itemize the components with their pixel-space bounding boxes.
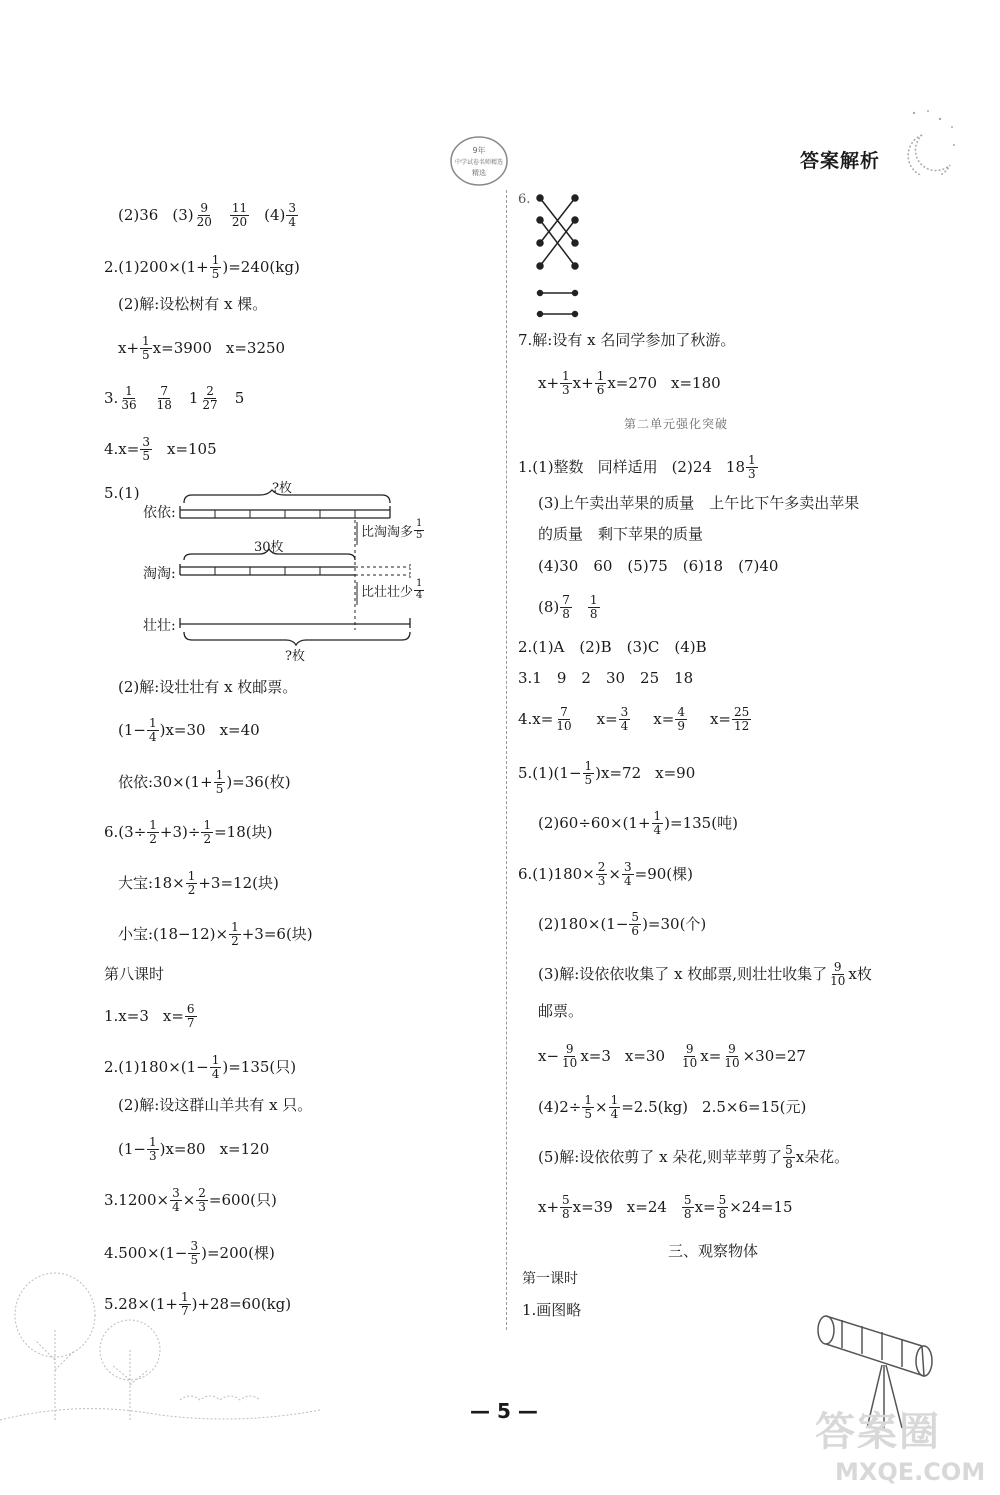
fraction [560,370,572,396]
denominator: 7 [186,1015,195,1030]
unit-title: 三、观察物体 [668,1242,759,1260]
denominator: 10 [682,1055,698,1070]
fraction [196,1187,208,1213]
numerator: 1 [584,1093,592,1107]
text: x+ [572,373,594,392]
fraction [210,1054,222,1080]
answer-line: 6. [518,192,531,207]
text: )x=30 [159,720,206,739]
text: x枚 [848,964,872,983]
denominator: 4 [416,589,423,601]
numerator: 3 [288,201,297,215]
numerator: 1 [148,716,157,730]
text: 1.(1)整数 [518,457,584,476]
fraction [717,1194,729,1220]
text: (3) [172,205,194,224]
denominator: 6 [596,382,605,397]
numerator: 1 [211,1053,220,1067]
note-less-than-zhuangzhuang [361,579,425,601]
numerator: 5 [562,1193,570,1207]
denominator: 36 [121,397,137,412]
fraction [680,1043,699,1069]
answer-line [104,1054,296,1080]
numerator: 5 [631,910,640,924]
denominator: 8 [683,1206,692,1221]
answer-line: 3.1 9 2 30 25 18 [518,669,694,687]
denominator: 2 [187,882,196,897]
fraction [170,1187,182,1213]
answer-line [538,1043,806,1069]
numerator: 1 [148,1135,157,1149]
denominator: 4 [623,873,632,888]
text: )=200(棵) [201,1243,275,1262]
text: x=3250 [225,338,286,357]
denominator: 5 [142,448,150,463]
text: 大宝:18× [118,873,185,892]
denominator: 10 [562,1055,578,1070]
text: 2.(1)180×(1− [104,1057,209,1076]
numerator: 1 [180,1290,189,1304]
numerator: 9 [565,1042,574,1056]
numerator: 1 [562,369,570,383]
numerator: 1 [584,759,593,773]
answer-line [118,870,279,896]
denominator: 3 [597,873,606,888]
text: )=240(kg) [222,257,300,276]
numerator: 1 [231,920,239,934]
lesson-heading: 第八课时 [104,965,165,983]
answer-line [118,1136,269,1162]
numerator: 1 [589,593,598,607]
numerator: 1 [215,768,224,782]
page-number: — 5 — [470,1399,538,1423]
answer-line [104,1187,277,1213]
text: =2.5(kg) [621,1097,689,1116]
denominator: 10 [556,718,572,733]
fraction [560,594,572,620]
diagram-svg [0,0,430,680]
answer-line: (2)解:设这群山羊共有 x 只。 [118,1096,313,1114]
answer-line: 5.(1) [104,484,140,502]
answer-line: (4)30 60 (5)75 (6)18 (7)40 [538,557,779,575]
answer-line: (2)解:设壮壮有 x 枚邮票。 [118,678,298,696]
numerator: 1 [596,369,605,383]
answer-line [104,819,272,845]
text: )=36(枚) [226,772,291,791]
text: 6.(1)180× [518,864,595,883]
denominator: 2 [149,831,157,846]
text: 5.(1)(1− [518,763,582,782]
answer-line: 的质量 剩下苹果的质量 [538,525,704,543]
fraction [629,911,641,937]
fraction [583,760,595,786]
answer-line [104,1240,275,1266]
denominator: 4 [288,214,297,229]
fraction [188,1240,200,1266]
text: (8) [538,597,560,616]
fraction [582,1094,594,1120]
text: )=135(只) [222,1057,297,1076]
text: (2)60÷60×(1+ [538,813,651,832]
denominator: 5 [142,347,150,362]
answer-line: 7.解:设有 x 名同学参加了秋游。 [518,331,736,349]
text: =18(块) [214,822,273,841]
denominator: 2 [203,831,212,846]
text: x=30 [624,1046,666,1065]
answer-line [518,861,693,887]
answer-line [538,1094,806,1120]
answer-line: (3)上午卖出苹果的质量 上午比下午多卖出苹果 [538,494,860,512]
fraction [185,1003,197,1029]
label-taotao: 淘淘: [143,566,176,582]
denominator: 3 [198,1199,206,1214]
numerator: 4 [677,705,685,719]
denominator: 2 [231,933,239,948]
text: 小宝:(18−12)× [118,924,229,943]
text: 依依:30×(1+ [118,772,213,791]
denominator: 4 [148,729,157,744]
text: (4) [264,205,286,224]
text: x= [162,1006,184,1025]
numerator: 9 [728,1042,736,1056]
text: 4.x= [518,709,554,728]
denominator: 8 [589,606,598,621]
text: × [595,1097,608,1116]
text: +3=12(块) [198,873,279,892]
text: +3)÷ [159,822,201,841]
answer-line [538,961,872,987]
numerator: 3 [623,860,632,874]
fraction [147,1136,159,1162]
text: =600(只) [208,1190,277,1209]
label-bottom-question: ?枚 [285,649,305,664]
text: (1− [118,1139,146,1158]
text: ×24=15 [729,1197,793,1216]
denominator: 5 [211,266,220,281]
numerator: 3 [172,1186,180,1200]
denominator: 4 [653,822,662,837]
answer-line [538,1144,849,1170]
fraction [746,454,758,480]
text: )x=72 [595,763,642,782]
label-zhuangzhuang: 壮壮: [143,618,176,634]
denominator: 3 [148,1148,157,1163]
denominator: 8 [785,1156,793,1171]
numerator: 6 [186,1002,195,1016]
answer-line [104,1003,198,1029]
text: x= [694,1197,716,1216]
fraction [622,861,634,887]
text: x= [596,709,618,728]
numerator: 1 [653,809,662,823]
header-title: 答案解析 [800,150,881,172]
column-divider [506,190,507,1330]
numerator: 5 [785,1143,793,1157]
text: x=120 [219,1139,270,1158]
section-heading: 第二单元强化突破 [624,417,729,431]
denominator: 18 [156,397,172,412]
denominator: 5 [215,781,224,796]
denominator: 4 [610,1106,619,1121]
text: 2.5×6=15(元) [702,1097,807,1116]
text: )=30(个) [642,914,707,933]
fraction [147,717,159,743]
text: )x=80 [159,1139,206,1158]
numerator: 3 [190,1239,199,1253]
fraction [554,706,573,732]
tree-illustration [0,1270,320,1434]
text: (2)36 [118,205,159,224]
answer-line: (2)解:设松树有 x 棵。 [118,295,268,313]
text: )=135(吨) [664,813,738,832]
fraction [609,1094,621,1120]
school-stamp [448,133,510,189]
label-30: 30枚 [254,540,284,555]
numerator: 2 [198,1186,206,1200]
answer-line [118,921,313,947]
numerator: 1 [149,818,157,832]
numerator: 7 [560,705,568,719]
answer-line [538,810,738,836]
text: (2)24 [671,457,712,476]
text: ×30=27 [742,1046,806,1065]
text: x= [653,709,675,728]
fraction [652,810,664,836]
fraction [414,519,424,541]
text: x=270 [607,373,658,392]
text: x=39 [572,1197,613,1216]
denominator: 20 [231,214,248,229]
numerator: 9 [833,960,842,974]
numerator: 1 [211,253,220,267]
fraction [560,1194,572,1220]
text: x=3900 [152,338,212,357]
fraction [186,870,198,896]
answer-line [518,706,752,732]
text: x=3 [580,1046,611,1065]
text: x+ [538,373,560,392]
numerator: 1 [203,818,212,832]
text: × [608,864,621,883]
stamp-line-3: 精选 [472,169,486,177]
denominator: 5 [416,529,423,541]
numerator: 1 [416,518,423,529]
denominator: 4 [211,1066,220,1081]
text: 2.(1)200×(1+ [104,257,209,276]
text: 5 [234,388,245,407]
text: 3. [104,388,119,407]
denominator: 4 [620,718,629,733]
stamp-line-2: 中学试卷名师精选 [454,159,504,166]
answer-line [538,911,706,937]
numerator: 5 [718,1193,727,1207]
answer-line [518,760,695,786]
fraction [722,1043,741,1069]
numerator: 1 [142,334,150,348]
lesson-heading: 第一课时 [522,1271,578,1287]
text: 比壮壮少 [361,584,414,600]
fraction [229,921,241,947]
text: x=180 [671,373,721,392]
numerator: 1 [748,453,756,467]
numerator: 9 [685,1042,694,1056]
text: x= [709,709,731,728]
fraction [675,706,687,732]
watermark-url: MXQE.COM [835,1458,986,1486]
answer-line [118,717,260,743]
answer-line [118,769,291,795]
denominator: 10 [830,973,846,988]
numerator: 5 [683,1193,692,1207]
fraction [596,861,608,887]
text: (4)2÷ [538,1097,582,1116]
numerator: 9 [200,201,209,215]
text: x=90 [655,763,696,782]
numerator: 7 [160,384,169,398]
denominator: 27 [202,397,218,412]
numerator: 7 [562,593,570,607]
fraction [214,769,226,795]
numerator: 2 [206,384,214,398]
answer-line: 邮票。 [538,1002,584,1020]
fraction [732,706,751,732]
answer-line [538,370,721,396]
denominator: 4 [172,1199,180,1214]
denominator: 10 [724,1055,740,1070]
denominator: 5 [584,772,593,787]
numerator: 1 [416,578,423,589]
numerator: 3 [142,435,150,449]
fraction [560,1043,579,1069]
denominator: 20 [196,214,212,229]
fraction [147,819,159,845]
denominator: 9 [677,718,685,733]
stamp-line-1: 9年 [472,146,486,155]
fraction [588,594,600,620]
label-yiyi: 依依: [143,505,176,521]
answer-line [518,454,759,480]
text: 比淘淘多 [361,524,414,540]
fraction [619,706,631,732]
text: x=105 [166,439,217,458]
denominator: 7 [180,1303,189,1318]
text: x+ [118,338,140,357]
numerator: 1 [125,384,133,398]
text: (5)解:设依依剪了 x 朵花,则苹苹剪了 [538,1147,783,1166]
fraction [414,579,424,601]
text: 6.(3÷ [104,822,147,841]
denominator: 8 [718,1206,727,1221]
answer-line [538,1194,793,1220]
denominator: 8 [562,606,570,621]
text: +3=6(块) [241,924,313,943]
text: (3)解:设依依收集了 x 枚邮票,则壮壮收集了 [538,964,828,983]
text: (2)180×(1− [538,914,629,933]
fraction [595,370,607,396]
text: )+28=60(kg) [191,1294,292,1313]
text: x+ [538,1197,560,1216]
denominator: 3 [748,466,756,481]
fraction [783,1144,795,1170]
denominator: 6 [631,923,640,938]
text: 1.x=3 [104,1006,149,1025]
label-top-question: ?枚 [272,481,292,496]
text: 4.500×(1− [104,1243,188,1262]
numerator: 3 [620,705,629,719]
denominator: 5 [584,1106,592,1121]
matching-lines-diagram [530,188,590,327]
text: x=24 [626,1197,667,1216]
numerator: 2 [597,860,606,874]
denominator: 12 [734,718,750,733]
answer-line [538,594,601,620]
text: 5.28×(1+ [104,1294,178,1313]
text: × [182,1190,196,1209]
numerator: 11 [231,201,248,215]
fraction [682,1194,694,1220]
text: x朵花。 [795,1147,850,1166]
text: 同样适用 [597,457,658,476]
answer-line: 1.画图略 [522,1301,582,1319]
denominator: 5 [190,1252,199,1267]
text: =90(棵) [634,864,693,883]
text: (1− [118,720,146,739]
text: x=40 [219,720,260,739]
text: 4.x= [104,439,140,458]
answer-line: 2.(1)A (2)B (3)C (4)B [518,638,707,656]
numerator: 25 [734,705,750,719]
denominator: 8 [562,1206,570,1221]
fraction [201,819,213,845]
text: 3.1200× [104,1190,170,1209]
text: x− [538,1046,560,1065]
text: 18 [725,457,746,476]
denominator: 3 [562,382,570,397]
numerator: 1 [187,869,196,883]
text: x= [700,1046,722,1065]
numerator: 1 [610,1093,619,1107]
moon-icon [892,105,962,175]
watermark-logo: 答案圈 [815,1409,941,1455]
text: 1 [188,388,199,407]
fraction [828,961,847,987]
note-more-than-taotao [361,519,425,541]
